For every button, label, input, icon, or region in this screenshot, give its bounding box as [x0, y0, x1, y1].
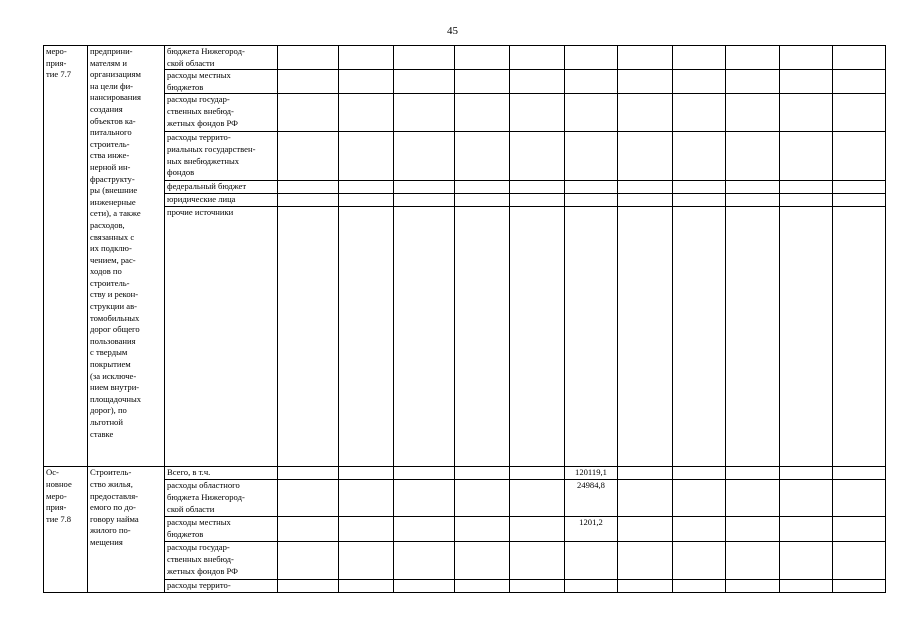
amount-cell: 24984,8 — [565, 480, 618, 517]
funding-source-cell: расходы областного бюджета Нижегород- ской области — [165, 480, 278, 517]
table-row — [44, 480, 886, 517]
event-code-cell: меро- прия- тие 7.7 — [44, 46, 88, 467]
funding-source-cell: бюджета Нижегород- ской области — [165, 46, 278, 70]
funding-source-cell: федеральный бюджет — [165, 181, 278, 194]
funding-source-cell: юридические лица — [165, 194, 278, 207]
table-row — [44, 580, 886, 593]
funding-source-cell: расходы местных бюджетов — [165, 517, 278, 542]
funding-source-cell: расходы государ- ственных внебюд- жетных фондов РФ — [165, 542, 278, 580]
event-description-cell: предприни- мателям и организациям на цели фи- нансирования создания объектов ка- питального строитель- ства инже- нерной ин- фраструкту- ры (внешние инженерные сети), а также расходов, связанных с их подклю- чением, рас- ходов по строитель- ству и рекон- струкции ав- томобильных дорог общего пользования с твердым покрытием (за исключе- нием внутри- площадочных дорог), по льготной ставке — [88, 46, 165, 467]
table-row — [44, 467, 886, 480]
funding-source-cell: расходы государ- ственных внебюд- жетных фондов РФ — [165, 94, 278, 132]
funding-source-cell: прочие источники — [165, 207, 278, 467]
event-description-cell: Строитель- ство жилья, предоставля- емого по до- говору найма жилого по- мещения — [88, 467, 165, 593]
funding-source-cell: Всего, в т.ч. — [165, 467, 278, 480]
amount-cell: 1201,2 — [565, 517, 618, 542]
funding-source-cell: расходы местных бюджетов — [165, 70, 278, 94]
funding-table — [43, 45, 886, 593]
table-row — [44, 46, 886, 70]
table-row — [44, 207, 886, 467]
table-row — [44, 181, 886, 194]
table-row — [44, 132, 886, 181]
table-row — [44, 70, 886, 94]
table-row — [44, 542, 886, 580]
page-number: 45 — [447, 25, 458, 37]
table-row — [44, 517, 886, 542]
amount-cell: 120119,1 — [565, 467, 618, 480]
table-row — [44, 194, 886, 207]
table-row — [44, 94, 886, 132]
event-code-cell: Ос- новное меро- прия- тие 7.8 — [44, 467, 88, 593]
funding-source-cell: расходы террито- риальных государствен- ных внебюджетных фондов — [165, 132, 278, 181]
funding-source-cell: расходы террито- — [165, 580, 278, 593]
